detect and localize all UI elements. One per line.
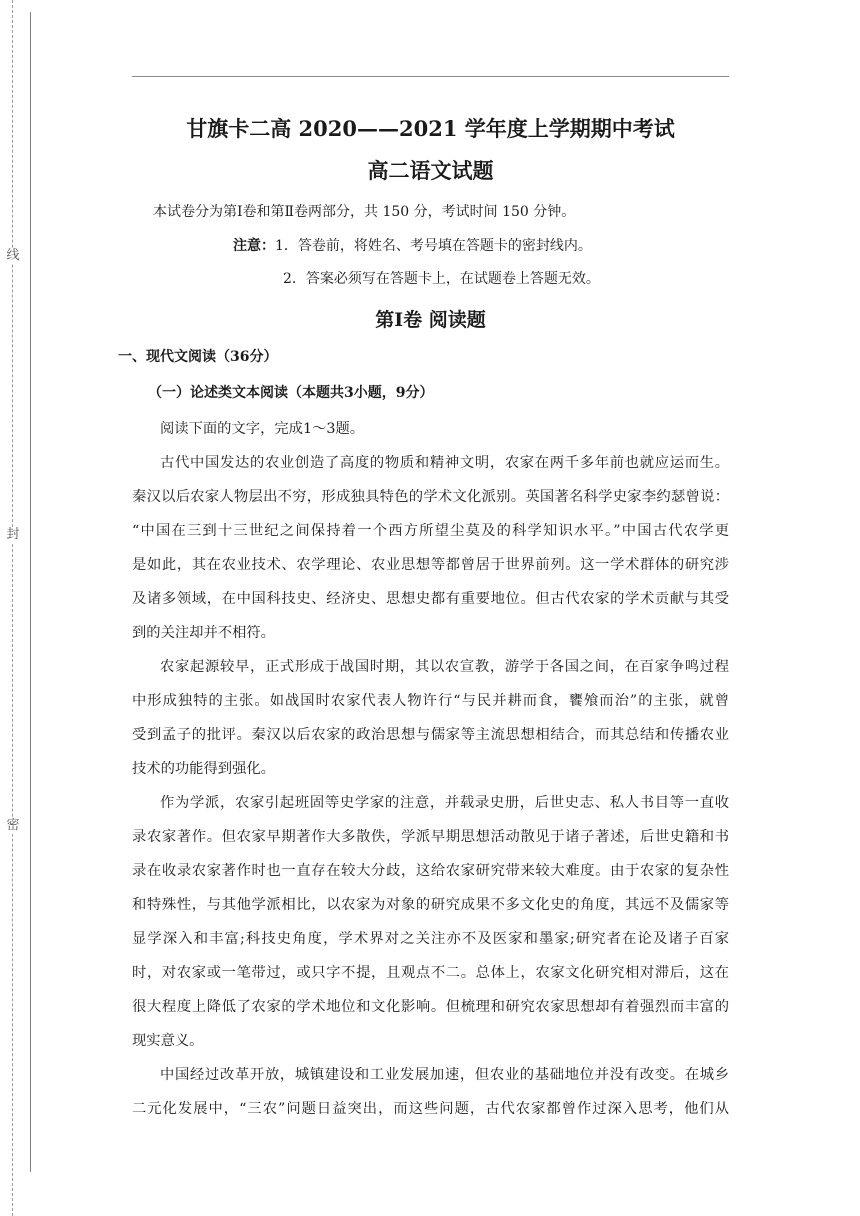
- paragraph-line: 是如此，其在农业技术、农学理论、农业思想等都曾居于世界前列。这一学术群体的研究涉: [132, 557, 729, 573]
- note-text: 1．答卷前，将姓名、考号填在答题卡的密封线内。: [275, 238, 592, 254]
- seal-char-xian: 线: [3, 248, 23, 264]
- paragraph-line: 作为学派，农家引起班固等史学家的注意，并载录史册，后世史志、私人书目等一直收: [160, 795, 729, 811]
- paragraph-line: 农家起源较早，正式形成于战国时期，其以农宣教，游学于各国之间，在百家争鸣过程: [160, 659, 729, 675]
- part1-subheading: （一）论述类文本阅读（本题共3小题，9分）: [148, 385, 434, 401]
- paragraph-line: 古代中国发达的农业创造了高度的物质和精神文明，农家在两千多年前也就应运而生。: [160, 455, 729, 471]
- paragraph-line: 很大程度上降低了农家的学术地位和文化影响。但梳理和研究农家思想却有着强烈而丰富的: [132, 999, 729, 1015]
- exam-note-2: [283, 268, 600, 290]
- part1-heading: 一、现代文阅读（36分）: [118, 349, 278, 365]
- paragraph-line: 现实意义。: [132, 1033, 204, 1049]
- paragraph-line: 时，对农家或一笔带过，或只字不提，且观点不二。总体上，农家文化研究相对滞后，这在: [132, 965, 729, 981]
- paragraph-line: 技术的功能得到强化。: [132, 761, 275, 777]
- exam-subtitle: 高二语文试题: [367, 158, 494, 183]
- binding-solid-line: [30, 12, 31, 1172]
- paragraph-line: 及诸多领域，在中国科技史、经济史、思想史都有重要地位。但古代农家的学术贡献与其受: [132, 591, 729, 607]
- paragraph-line: 秦汉以后农家人物层出不穷，形成独具特色的学术文化派别。英国著名科学史家李约瑟曾说：: [132, 489, 729, 505]
- paragraph-line: 中国经过改革开放，城镇建设和工业发展加速，但农业的基础地位并没有改变。在城乡: [160, 1067, 729, 1083]
- passage: [132, 412, 729, 1126]
- section-title: 第Ⅰ卷 阅读题: [375, 309, 486, 331]
- note-label: 注意：: [233, 238, 275, 254]
- paragraph-line: 中形成独特的主张。如战国时农家代表人物许行“与民并耕而食，饔飧而治”的主张，就曾: [132, 693, 729, 709]
- paragraph-line: 受到孟子的批评。秦汉以后农家的政治思想与儒家等主流思想相结合，而其总结和传播农业: [132, 727, 729, 743]
- paragraph-line: 到的关注却并不相符。: [132, 625, 275, 641]
- paragraph-line: 录在收录农家著作时也一直存在较大分歧，这给农家研究带来较大难度。由于农家的复杂性: [132, 863, 729, 879]
- paragraph-line: 和特殊性，与其他学派相比，以农家为对象的研究成果不多文化史的角度，其远不及儒家等: [132, 897, 729, 913]
- passage-paragraph-2: [132, 650, 729, 786]
- exam-note-1: [233, 235, 592, 257]
- exam-title: 甘旗卡二高 2020——2021 学年度上学期期中考试: [186, 116, 675, 141]
- paragraph-line: 显学深入和丰富;科技史角度，学术界对之关注亦不及医家和墨家;研究者在论及诸子百家: [132, 931, 729, 947]
- binding-dashed-line: [12, 0, 13, 1216]
- paragraph-line: 二元化发展中，“三农”问题日益突出，而这些问题，古代农家都曾作过深入思考，他们从: [132, 1101, 729, 1117]
- passage-paragraph-1: [132, 446, 729, 650]
- paragraph-line: 录农家著作。但农家早期著作大多散佚，学派早期思想活动散见于诸子著述，后世史籍和书: [132, 829, 729, 845]
- header-rule: [132, 76, 729, 77]
- paragraph-line: “中国在三到十三世纪之间保持着一个西方所望尘莫及的科学知识水平。”中国古代农学更: [132, 523, 729, 539]
- note-text: 2．答案必须写在答题卡上，在试题卷上答题无效。: [283, 271, 600, 287]
- exam-intro: 本试卷分为第Ⅰ卷和第Ⅱ卷两部分，共 150 分，考试时间 150 分钟。: [153, 204, 576, 220]
- passage-paragraph-4: [132, 1058, 729, 1126]
- passage-paragraph-3: [132, 786, 729, 1058]
- seal-char-feng: 封: [3, 527, 23, 543]
- instruction-line: 阅读下面的文字，完成1～3题。: [160, 421, 365, 437]
- seal-char-mi: 密: [3, 818, 23, 834]
